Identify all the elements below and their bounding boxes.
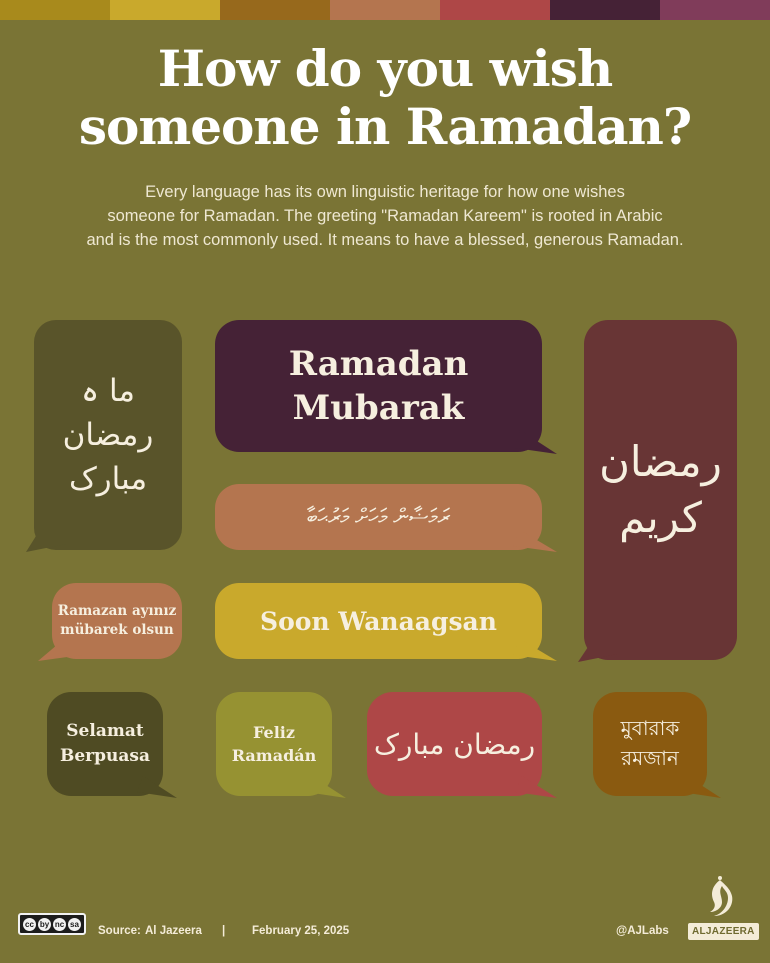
footer-separator: | <box>222 925 226 937</box>
social-handle-link[interactable]: @AJLabs <box>616 925 669 937</box>
color-swatch <box>550 0 660 20</box>
color-swatch <box>220 0 330 20</box>
greeting-text: رمضان مبارک <box>373 727 536 761</box>
footer <box>0 910 770 950</box>
greeting-line: রমজান <box>621 748 679 770</box>
greeting-text <box>58 602 177 640</box>
subtitle-line: Every language has its own linguistic heritage for how one wishes <box>145 183 625 201</box>
publish-date: February 25, 2025 <box>252 925 350 937</box>
cc-icon: cc <box>23 918 36 931</box>
greeting-bubble-bengali <box>593 692 707 796</box>
greeting-bubble-urdu <box>367 692 542 796</box>
color-swatch <box>0 0 110 20</box>
color-swatch <box>330 0 440 20</box>
greeting-line: Berpuasa <box>60 746 150 766</box>
page-subtitle <box>30 180 740 252</box>
greeting-line: رمضان <box>599 437 722 486</box>
cc-sa-icon: sa <box>68 918 81 931</box>
greeting-bubble-dhivehi <box>215 484 542 550</box>
greeting-line: mübarek olsun <box>60 622 174 638</box>
color-swatch <box>440 0 550 20</box>
greeting-line: মুবারাক <box>620 718 680 740</box>
greeting-text <box>232 721 317 767</box>
greeting-bubble-arabic <box>584 320 737 660</box>
greeting-text <box>34 369 182 501</box>
greeting-line: Ramadán <box>231 746 317 765</box>
greeting-bubble-spanish <box>216 692 332 796</box>
greeting-line: كريم <box>619 493 702 542</box>
greeting-bubble-malay <box>47 692 163 796</box>
greeting-line: Mubarak <box>292 388 465 428</box>
subtitle-line: someone for Ramadan. The greeting "Ramadan Kareem" is rooted in Arabic <box>107 207 663 225</box>
greeting-text: Soon Wanaagsan <box>260 606 497 636</box>
greeting-text <box>60 719 150 769</box>
greeting-line: Selamat <box>66 721 144 741</box>
greeting-line: Feliz <box>253 723 295 742</box>
cc-nc-icon: nc <box>54 919 65 929</box>
greeting-text <box>599 434 722 546</box>
greeting-bubble-ramadan-mubarak <box>215 320 542 452</box>
source-label: Source: <box>98 925 141 937</box>
greeting-bubble-somali <box>215 583 542 659</box>
color-swatch <box>660 0 770 20</box>
greeting-text <box>289 342 469 430</box>
title-line: How do you wish <box>157 39 613 98</box>
color-swatch <box>110 0 220 20</box>
brand-logo[interactable]: ALJAZEERA <box>688 923 759 940</box>
title-line: someone in Ramadan? <box>78 97 692 156</box>
subtitle-line: and is the most commonly used. It means to have a blessed, generous Ramadan. <box>86 231 684 249</box>
greeting-line: مبارک <box>68 461 148 497</box>
greeting-line: ما ہ رمضان <box>62 373 154 453</box>
greeting-text: ރަމަޟާން މަހަށް މަރުޙަބާ <box>307 504 450 529</box>
source-value: Al Jazeera <box>145 925 202 937</box>
page-title <box>0 40 770 156</box>
aljazeera-logo-icon <box>700 876 740 922</box>
creative-commons-badge[interactable] <box>18 913 86 935</box>
greeting-line: Ramadan <box>288 344 469 384</box>
greeting-text <box>621 714 680 774</box>
greeting-bubble-persian <box>34 320 182 550</box>
greeting-line: Ramazan ayınız <box>57 603 177 619</box>
top-color-strip <box>0 0 770 20</box>
greeting-bubble-turkish <box>52 583 182 659</box>
cc-by-icon: by <box>39 919 50 929</box>
